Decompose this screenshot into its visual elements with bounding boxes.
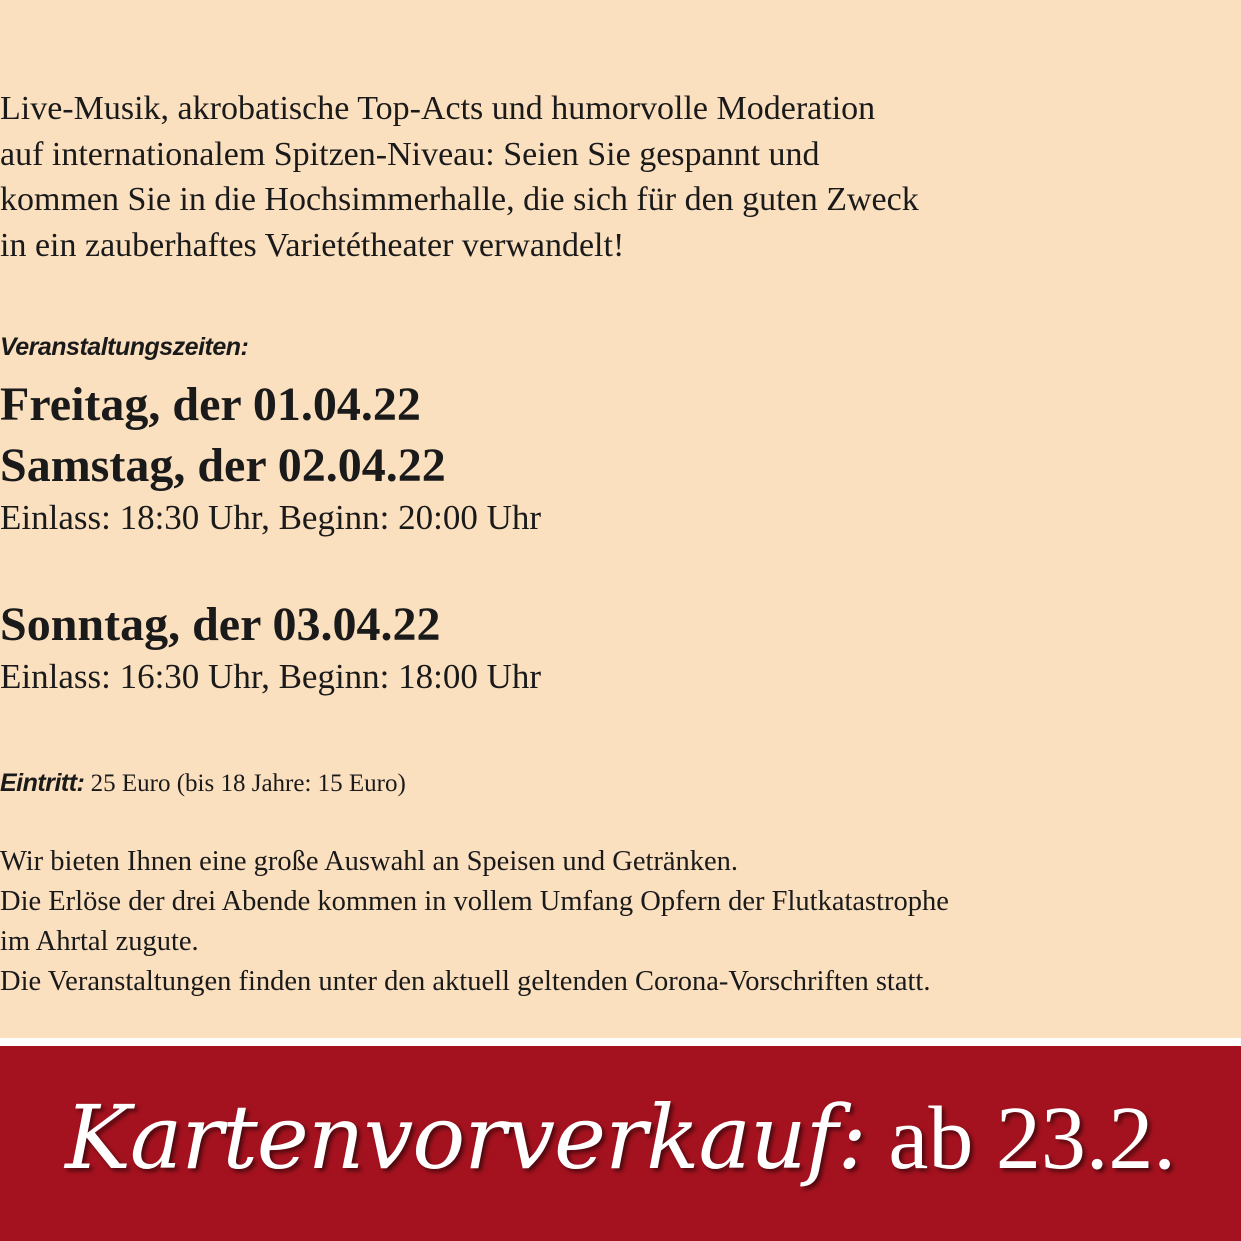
schedule-label: Veranstaltungszeiten: bbox=[0, 333, 249, 361]
schedule-day-sunday: Sonntag, der 03.04.22 bbox=[0, 598, 441, 651]
intro-line: kommen Sie in die Hochsimmerhalle, die sich für den guten Zweck bbox=[0, 181, 919, 218]
schedule-day-friday: Freitag, der 01.04.22 bbox=[0, 378, 421, 431]
admission-label: Eintritt: bbox=[0, 769, 85, 797]
intro-line: auf internationalem Spitzen-Niveau: Seien Sie gespannt und bbox=[0, 135, 820, 173]
banner-text bbox=[0, 1086, 1241, 1190]
notes-line: im Ahrtal zugute. bbox=[0, 926, 199, 957]
banner-script-text: Kartenvorverkauf: bbox=[65, 1086, 866, 1189]
notes-line: Die Veranstaltungen finden unter den aktuell geltenden Corona-Vorschriften statt. bbox=[0, 966, 931, 997]
schedule-times-fri-sat: Einlass: 18:30 Uhr, Beginn: 20:00 Uhr bbox=[0, 498, 542, 537]
notes-line: Die Erlöse der drei Abende kommen in vollem Umfang Opfern der Flutkatastrophe bbox=[0, 886, 949, 917]
intro-line: in ein zauberhaftes Varietétheater verwandelt! bbox=[0, 226, 625, 264]
schedule-day-saturday: Samstag, der 02.04.22 bbox=[0, 439, 446, 492]
admission-value: 25 Euro (bis 18 Jahre: 15 Euro) bbox=[84, 770, 406, 797]
divider bbox=[0, 1038, 1241, 1046]
ticket-presale-banner bbox=[0, 1046, 1241, 1241]
notes-line: Wir bieten Ihnen eine große Auswahl an Speisen und Getränken. bbox=[0, 846, 739, 877]
notes-text bbox=[0, 842, 1241, 1002]
intro-line: Live-Musik, akrobatische Top-Acts und humorvolle Moderation bbox=[0, 90, 876, 127]
schedule-times-sunday: Einlass: 16:30 Uhr, Beginn: 18:00 Uhr bbox=[0, 657, 542, 696]
intro-text bbox=[0, 86, 1241, 268]
admission-price bbox=[0, 769, 1241, 798]
banner-date-text: ab 23.2. bbox=[865, 1089, 1176, 1188]
